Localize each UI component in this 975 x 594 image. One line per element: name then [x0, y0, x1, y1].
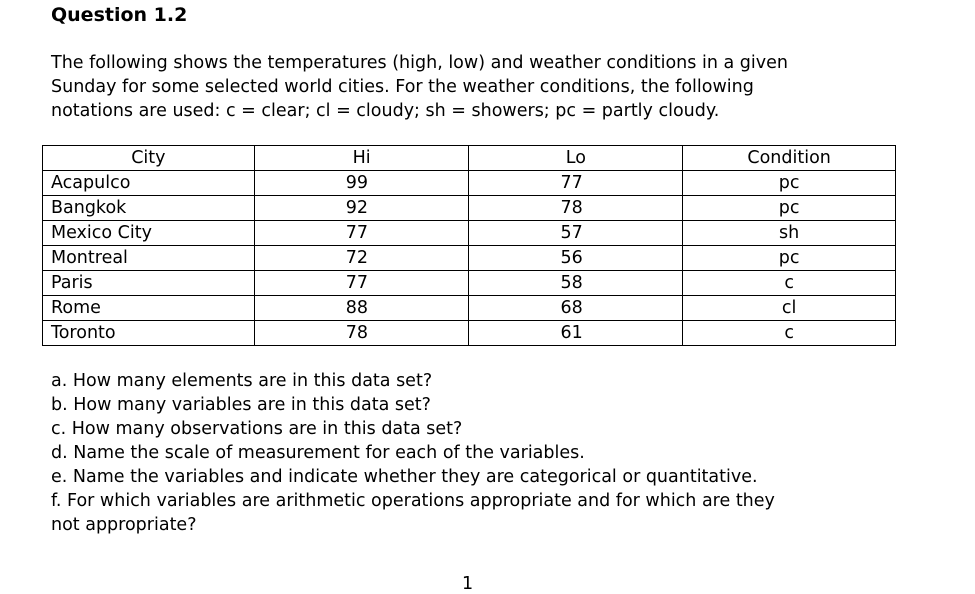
header-hi: Hi — [254, 146, 469, 171]
intro-line: The following shows the temperatures (high, low) and weather conditions in a given — [51, 53, 788, 73]
hi-cell: 72 — [254, 246, 469, 271]
question-item: e. Name the variables and indicate whether they are categorical or quantitative. — [51, 467, 758, 487]
hi-cell: 92 — [254, 196, 469, 221]
lo-cell: 58 — [469, 271, 683, 296]
city-cell: Bangkok — [43, 196, 255, 221]
question-item: c. How many observations are in this data set? — [51, 419, 463, 439]
hi-cell: 78 — [254, 321, 469, 346]
city-cell: Paris — [43, 271, 255, 296]
header-lo: Lo — [469, 146, 683, 171]
condition-cell: c — [683, 321, 896, 346]
hi-cell: 77 — [254, 221, 469, 246]
lo-cell: 68 — [469, 296, 683, 321]
table-row — [43, 296, 896, 321]
table-row — [43, 196, 896, 221]
question-item: not appropriate? — [51, 515, 197, 535]
table-row — [43, 246, 896, 271]
header-city: City — [43, 146, 255, 171]
question-heading: Question 1.2 — [51, 4, 188, 26]
table-row — [43, 221, 896, 246]
question-item: b. How many variables are in this data set? — [51, 395, 431, 415]
table-header-row — [43, 146, 896, 171]
condition-cell: sh — [683, 221, 896, 246]
page-number: 1 — [462, 574, 474, 594]
city-cell: Mexico City — [43, 221, 255, 246]
lo-cell: 61 — [469, 321, 683, 346]
condition-cell: pc — [683, 171, 896, 196]
city-cell: Montreal — [43, 246, 255, 271]
city-cell: Rome — [43, 296, 255, 321]
weather-table — [42, 145, 896, 346]
condition-cell: pc — [683, 246, 896, 271]
condition-cell: c — [683, 271, 896, 296]
question-list — [51, 369, 931, 537]
hi-cell: 77 — [254, 271, 469, 296]
intro-line: notations are used: c = clear; cl = cloudy; sh = showers; pc = partly cloudy. — [51, 101, 720, 121]
lo-cell: 57 — [469, 221, 683, 246]
hi-cell: 88 — [254, 296, 469, 321]
intro-paragraph — [51, 51, 931, 123]
intro-line: Sunday for some selected world cities. For the weather conditions, the following — [51, 77, 754, 97]
table-row — [43, 271, 896, 296]
lo-cell: 77 — [469, 171, 683, 196]
condition-cell: cl — [683, 296, 896, 321]
lo-cell: 56 — [469, 246, 683, 271]
table-row — [43, 321, 896, 346]
hi-cell: 99 — [254, 171, 469, 196]
lo-cell: 78 — [469, 196, 683, 221]
header-condition: Condition — [683, 146, 896, 171]
question-item: f. For which variables are arithmetic operations appropriate and for which are they — [51, 491, 775, 511]
city-cell: Toronto — [43, 321, 255, 346]
table-row — [43, 171, 896, 196]
question-item: d. Name the scale of measurement for each of the variables. — [51, 443, 585, 463]
question-item: a. How many elements are in this data set? — [51, 371, 433, 391]
city-cell: Acapulco — [43, 171, 255, 196]
condition-cell: pc — [683, 196, 896, 221]
